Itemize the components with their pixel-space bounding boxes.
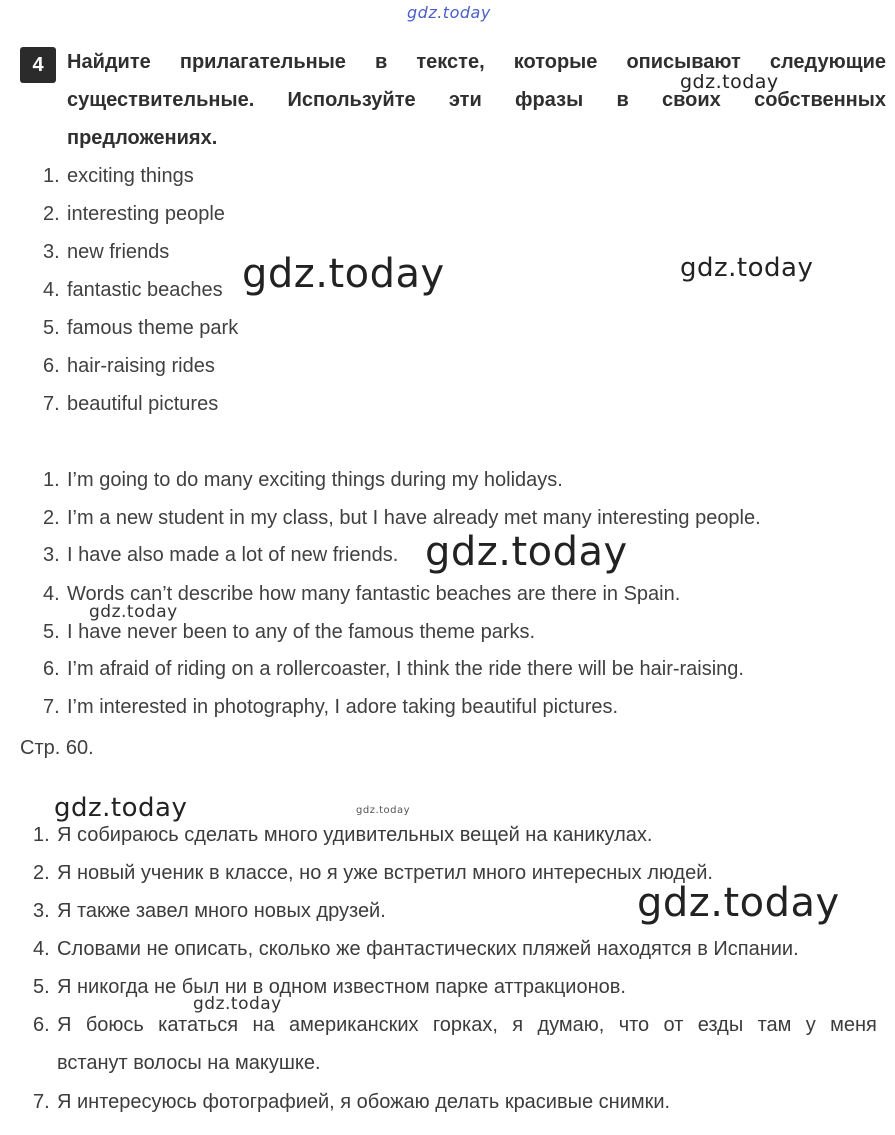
instruction-word: своих — [662, 89, 721, 111]
translation-item — [33, 1090, 670, 1114]
phrase-item — [43, 278, 223, 302]
sentence-item — [43, 657, 744, 681]
watermark: gdz.today — [193, 994, 282, 1014]
instruction-word: в — [616, 89, 629, 111]
instruction-word: которые — [513, 51, 598, 73]
translation-word: я — [512, 1014, 524, 1036]
translation-item — [33, 937, 799, 961]
item-number: 3. — [43, 544, 60, 566]
watermark: gdz.today — [680, 71, 779, 93]
translation-word: Я — [57, 1014, 72, 1036]
translation-item — [33, 861, 713, 885]
instruction-word: собственных — [754, 89, 886, 111]
phrase-text: new friends — [67, 241, 170, 263]
sentence-text: Words can’t describe how many fantastic beaches are there in Spain. — [67, 583, 681, 605]
translation-word: думаю, — [537, 1014, 605, 1036]
instruction-word: фразы — [515, 89, 584, 111]
phrase-item — [43, 164, 194, 188]
translation-text: Я никогда не был ни в одном известном парке аттракционов. — [57, 976, 626, 998]
item-number: 3. — [43, 241, 60, 263]
sentence-item — [43, 620, 535, 644]
item-number: 1. — [43, 469, 60, 491]
page-reference: Стр. 60. — [20, 737, 94, 759]
translation-word: там — [757, 1014, 792, 1036]
instruction-word: Используйте — [287, 89, 416, 111]
translation-word: кататься — [158, 1014, 239, 1036]
watermark: gdz.today — [637, 880, 840, 926]
phrase-text: interesting people — [67, 203, 225, 225]
item-number: 4. — [43, 279, 60, 301]
item-number: 7. — [43, 393, 60, 415]
translation-word: меня — [830, 1014, 877, 1036]
item-number: 2. — [43, 507, 60, 529]
translation-text: Я собираюсь сделать много удивительных вещей на каникулах. — [57, 824, 653, 846]
translation-word: у — [805, 1014, 816, 1036]
watermark: gdz.today — [425, 529, 628, 575]
sentence-item — [43, 506, 761, 530]
translation-word: горках, — [432, 1014, 498, 1036]
phrase-item — [43, 354, 215, 378]
translation-item — [33, 899, 386, 923]
sentence-text: I’m afraid of riding on a rollercoaster, I think the ride there will be hair-raising. — [67, 658, 744, 680]
sentence-text: I have never been to any of the famous theme parks. — [67, 621, 536, 643]
phrase-item — [43, 240, 169, 264]
watermark: gdz.today — [356, 805, 411, 816]
phrase-item — [43, 202, 225, 226]
item-number: 4. — [33, 938, 50, 960]
item-number: 2. — [43, 203, 60, 225]
item-number: 5. — [43, 621, 60, 643]
translation-text: Я новый ученик в классе, но я уже встретил много интересных людей. — [57, 862, 713, 884]
translation-text: Я также завел много новых друзей. — [57, 900, 386, 922]
item-number: 1. — [33, 824, 50, 846]
instruction-word: Найдите — [67, 51, 151, 73]
watermark: gdz.today — [54, 793, 188, 823]
translation-word: от — [663, 1014, 684, 1036]
translation-word: боюсь — [85, 1014, 144, 1036]
item-number: 2. — [33, 862, 50, 884]
instruction-word: прилагательные — [179, 51, 346, 73]
header-watermark: gdz.today — [407, 3, 491, 22]
instruction-word: существительные. — [67, 89, 255, 111]
translation-word: на — [252, 1014, 275, 1036]
translation-text-line-1 — [57, 1013, 877, 1037]
translation-word: езды — [697, 1014, 744, 1036]
instruction-word: описывают — [626, 51, 741, 73]
translation-item — [33, 975, 626, 999]
phrase-text: fantastic beaches — [67, 279, 223, 301]
translation-word: что — [618, 1014, 650, 1036]
item-number: 6. — [43, 355, 60, 377]
phrase-item — [43, 316, 238, 340]
watermark: gdz.today — [242, 251, 445, 297]
phrase-text: hair-raising rides — [67, 355, 215, 377]
sentence-text: I’m going to do many exciting things during my holidays. — [67, 469, 563, 491]
phrase-text: exciting things — [67, 165, 194, 187]
translation-text: Словами не описать, сколько же фантастических пляжей находятся в Испании. — [57, 938, 799, 960]
task-number-badge: 4 — [20, 47, 56, 83]
instruction-word: следующие — [769, 51, 886, 73]
sentence-item — [43, 543, 398, 567]
sentence-text: I have also made a lot of new friends. — [67, 544, 399, 566]
item-number: 6. — [43, 658, 60, 680]
translation-word: американских — [288, 1014, 419, 1036]
translation-item — [33, 823, 652, 847]
item-number: 5. — [33, 976, 50, 998]
instruction-word: тексте, — [416, 51, 485, 73]
sentence-text: I’m a new student in my class, but I have already met many interesting people. — [67, 507, 761, 529]
sentence-item — [43, 695, 618, 719]
watermark: gdz.today — [89, 602, 178, 622]
translation-item — [33, 1013, 877, 1037]
phrase-item — [43, 392, 218, 416]
sentence-text: I’m interested in photography, I adore taking beautiful pictures. — [67, 696, 619, 718]
instruction-word: эти — [448, 89, 482, 111]
item-number: 7. — [33, 1091, 50, 1113]
item-number: 7. — [43, 696, 60, 718]
translation-text-line-2: встанут волосы на макушке. — [57, 1052, 321, 1074]
phrase-text: beautiful pictures — [67, 393, 219, 415]
translation-text: Я интересуюсь фотографией, я обожаю делать красивые снимки. — [57, 1091, 671, 1113]
instruction-word: в — [375, 51, 388, 73]
item-number: 5. — [43, 317, 60, 339]
item-number: 6. — [33, 1014, 50, 1036]
sentence-item — [43, 468, 563, 492]
watermark: gdz.today — [680, 253, 814, 283]
task-instruction-line-3: предложениях. — [67, 127, 218, 149]
item-number: 1. — [43, 165, 60, 187]
item-number: 3. — [33, 900, 50, 922]
item-number: 4. — [43, 583, 60, 605]
phrase-text: famous theme park — [67, 317, 239, 339]
